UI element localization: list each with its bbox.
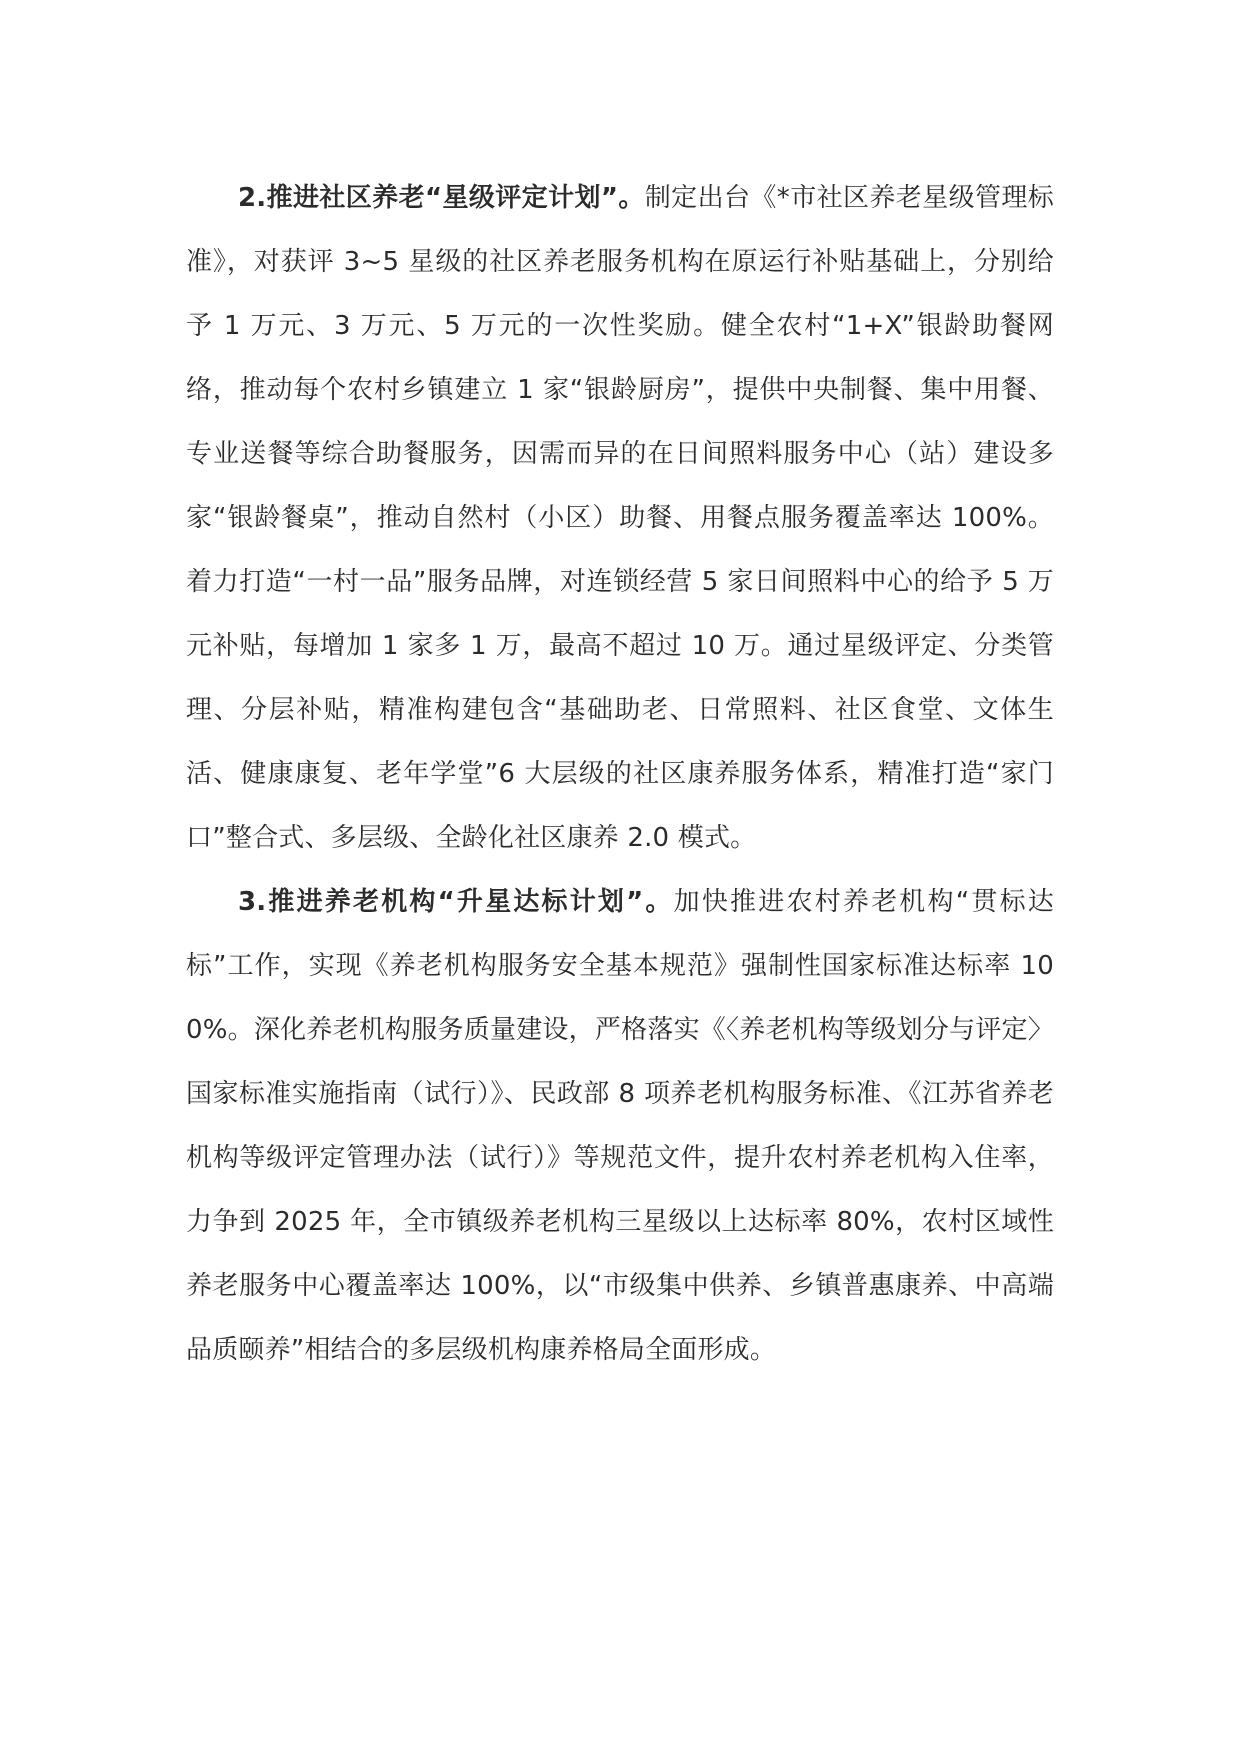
paragraph-text: 制定出台《*市社区养老星级管理标准》，对获评 3~5 星级的社区养老服务机构在原运行补贴基础上，分别给予 1 万元、3 万元、5 万元的一次性奖励。健全农村“1+X”银龄助餐网络，推动每个农村乡镇建立 1 家“银龄厨房”，提供中央制餐、集中用餐、专业送餐等综合助餐服务，因需而异的在日间照料服务中心（站）建设多家“银龄餐桌”，推动自然村（小区）助餐、用餐点服务覆盖率达 100%。着力打造“一村一品”服务品牌，对连锁经营 5 家日间照料中心的给予 5 万元补贴，每增加 1 家多 1 万，最高不超过 10 万。通过星级评定、分类管理、分层补贴，精准构建包含“基础助老、日常照料、社区食堂、文体生活、健康康复、老年学堂”6 大层级的社区康养服务体系，精准打造“家门口”整合式、多层级、全龄化社区康养 2.0 模式。 [186,183,1055,853]
paragraph-heading: 3.推进养老机构“升星达标计划”。 [238,887,674,917]
paragraph-star-rating-plan [186,166,1054,870]
paragraph-heading: 2.推进社区养老“星级评定计划”。 [238,183,645,213]
paragraph-upgrade-standard-plan [186,870,1054,1382]
document-body [186,166,1054,1382]
paragraph-text: 加快推进农村养老机构“贯标达标”工作，实现《养老机构服务安全基本规范》强制性国家标准达标率 100%。深化养老机构服务质量建设，严格落实《〈养老机构等级划分与评定〉国家标准实施指南（试行）》、民政部 8 项养老机构服务标准、《江苏省养老机构等级评定管理办法（试行）》等规范文件，提升农村养老机构入住率，力争到 2025 年，全市镇级养老机构三星级以上达标率 80%，农村区域性养老服务中心覆盖率达 100%，以“市级集中供养、乡镇普惠康养、中高端品质颐养”相结合的多层级机构康养格局全面形成。 [186,887,1054,1365]
